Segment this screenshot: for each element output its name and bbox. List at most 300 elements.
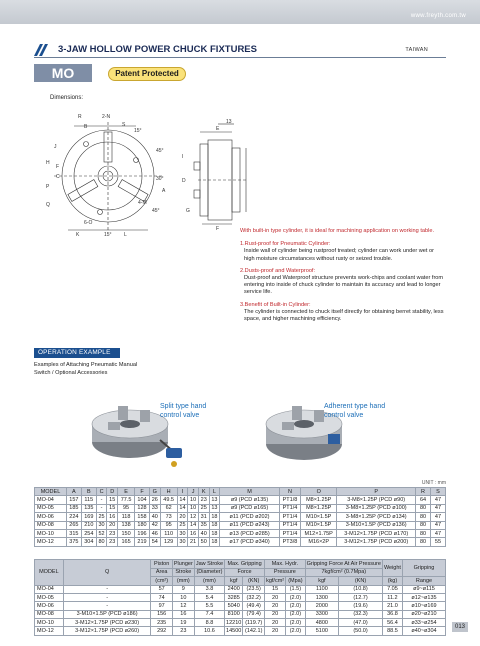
front-view-drawing — [44, 108, 174, 238]
table-cell: 36.8 — [382, 610, 402, 618]
table-cell: 9 — [172, 585, 194, 593]
table-cell: (2.0) — [286, 602, 306, 610]
table-cell: 19 — [172, 618, 194, 626]
column-header: Q — [63, 560, 151, 586]
table-cell: 18 — [209, 513, 220, 521]
feature-body: Inside wall of cylinder being rustproof treated; cylinder can work under wet or high moisture circumstances without rusty or seized trouble. — [244, 248, 434, 262]
caption-line: control valve — [324, 412, 364, 419]
unit-label: UNIT : mm — [421, 480, 446, 486]
table-cell: 20 — [265, 627, 286, 635]
column-header: G — [149, 488, 160, 496]
table-cell: 8.8 — [194, 618, 224, 626]
operation-heading: OPERATION EXAMPLE — [34, 348, 120, 358]
table-cell: 47 — [430, 504, 445, 512]
dim-label: B — [84, 124, 88, 130]
table-cell: PT1/4 — [279, 529, 300, 537]
table-cell: 1300 — [305, 594, 338, 602]
table-row — [35, 594, 446, 602]
table-cell: 304 — [81, 538, 96, 546]
table-cell: (12.7) — [339, 594, 383, 602]
table-cell: ø9 (PCD ø165) — [220, 504, 280, 512]
dim-label: H — [46, 160, 50, 166]
dim-label: I — [182, 154, 184, 160]
table-cell: PT1/8 — [279, 496, 300, 504]
table-cell: M8×1.25P — [301, 496, 337, 504]
table-cell: M10×1.5P — [301, 521, 337, 529]
table-cell: 16 — [188, 529, 199, 537]
column-header: Stroke — [172, 568, 194, 577]
table-cell: - — [96, 496, 107, 504]
table-cell: 135 — [81, 504, 96, 512]
table-cell: 235 — [151, 618, 172, 626]
table-cell: 8100 — [225, 610, 243, 618]
feature-heading: 2.Dusts-proof and Waterproof: — [240, 267, 316, 274]
table-cell: 23 — [107, 538, 118, 546]
column-header: D — [107, 488, 118, 496]
table-cell: 21.0 — [382, 602, 402, 610]
column-header: F — [135, 488, 150, 496]
table-cell: MO-08 — [35, 610, 64, 618]
table-cell: - — [63, 602, 151, 610]
table-cell: 16 — [172, 610, 194, 618]
dim-label: 6-O — [84, 220, 93, 226]
table-cell: 15 — [265, 585, 286, 593]
column-header: (KN) — [339, 577, 383, 586]
website-url[interactable]: www.freyth.com.tw — [410, 13, 466, 19]
table-cell: 95 — [160, 521, 177, 529]
operation-description — [34, 362, 214, 377]
table-cell: 55 — [430, 538, 445, 546]
feature-heading: 3.Benefit of Built-in Cylinder: — [240, 301, 311, 308]
table-row — [35, 618, 446, 626]
dim-label: 30° — [156, 176, 164, 182]
table-cell: MO-08 — [35, 521, 67, 529]
page-number: 013 — [452, 622, 468, 632]
table-cell: MO-06 — [35, 513, 67, 521]
table-cell: 3.8 — [194, 585, 224, 593]
operation-line: Switch / Optional Accessories — [34, 369, 108, 376]
column-header: Force — [225, 568, 265, 577]
table-cell: 23 — [198, 496, 209, 504]
table-cell: 26 — [149, 496, 160, 504]
table-cell: 12 — [172, 602, 194, 610]
column-header: M — [220, 488, 280, 496]
table-cell: 56.4 — [382, 618, 402, 626]
column-header: Gripping — [402, 560, 445, 577]
table-cell: 5100 — [305, 627, 338, 635]
column-header: P — [337, 488, 416, 496]
table-cell: 18 — [209, 521, 220, 529]
table-cell: 18 — [209, 529, 220, 537]
table-cell: 47 — [430, 529, 445, 537]
table-cell: M8×1.25P — [301, 504, 337, 512]
operation-line: Examples of Attaching Pneumatic Manual — [34, 362, 138, 368]
table-cell: ø20~ø210 — [402, 610, 445, 618]
table-cell: 74 — [151, 594, 172, 602]
table-cell: - — [63, 594, 151, 602]
table-header-row — [35, 488, 446, 496]
caption-line: Adherent type hand — [324, 403, 386, 410]
table-cell: (32.2) — [243, 594, 265, 602]
table-cell: MO-05 — [35, 504, 67, 512]
table-cell: MO-04 — [35, 585, 64, 593]
table-cell: 20 — [265, 610, 286, 618]
caption-line: control valve — [160, 412, 200, 419]
features-intro: With built-in type cylinder, it is ideal for machining application on working table. — [240, 228, 435, 234]
table-cell: PT3/8 — [279, 538, 300, 546]
table-cell: 77.5 — [118, 496, 135, 504]
table-cell: 20 — [107, 521, 118, 529]
table-cell: 47 — [430, 521, 445, 529]
table-cell: 138 — [118, 521, 135, 529]
column-header: S — [430, 488, 445, 496]
dim-label: K — [76, 232, 80, 238]
table-cell: ø10~ø169 — [402, 602, 445, 610]
table-cell: 49.5 — [160, 496, 177, 504]
dim-label: G — [186, 208, 190, 214]
table-cell: 95 — [118, 504, 135, 512]
column-header: 7kgf/cm² (0.7Mpa) — [305, 568, 382, 577]
table-row — [35, 513, 446, 521]
table-cell: 10 — [172, 594, 194, 602]
table-row — [35, 538, 446, 546]
table-cell: MO-06 — [35, 602, 64, 610]
region-label: TAIWAN — [405, 47, 428, 53]
table-cell: 169 — [81, 513, 96, 521]
table-cell: 23 — [107, 529, 118, 537]
table-cell: 3-M12×1.75P (PCD ø200) — [337, 538, 416, 546]
table-cell: (23.5) — [243, 585, 265, 593]
table-cell: 73 — [160, 513, 177, 521]
column-header: Jaw Stroke — [195, 560, 224, 567]
table-cell: PT1/4 — [279, 513, 300, 521]
dim-label: L — [124, 232, 127, 238]
column-header: Range — [402, 577, 445, 586]
table-cell: ø9 (PCD ø135) — [220, 496, 280, 504]
dim-label: 4-M — [138, 200, 147, 206]
table-cell: 13 — [209, 504, 220, 512]
dimensions-table — [34, 487, 446, 547]
column-header: Gripping Force At Air Pressure — [306, 560, 381, 567]
table-cell: 104 — [135, 496, 150, 504]
table-cell: 35 — [198, 521, 209, 529]
dim-label: A — [162, 188, 166, 194]
table-cell: 80 — [416, 538, 431, 546]
column-header: Area — [151, 568, 172, 577]
table-cell: 3-M10×1.5P (PCD ø186) — [63, 610, 151, 618]
table-cell: 25 — [198, 504, 209, 512]
table-cell: 14 — [177, 496, 188, 504]
column-header: (Mpa) — [286, 577, 306, 586]
table-header-row — [35, 560, 446, 569]
table-cell: 128 — [135, 504, 150, 512]
table-cell: 3-M10×1.5P (PCD ø136) — [337, 521, 416, 529]
column-header: kgf/cm² — [266, 577, 285, 584]
table-cell: ø12~ø135 — [402, 594, 445, 602]
table-cell: M16×2P — [301, 538, 337, 546]
table-cell: 7.05 — [382, 585, 402, 593]
table-cell: ø9~ø115 — [402, 585, 445, 593]
table-cell: 292 — [151, 627, 172, 635]
table-cell: ø11 (PCD ø202) — [220, 513, 280, 521]
dim-label: P — [46, 184, 50, 190]
table-cell: - — [96, 504, 107, 512]
table-cell: MO-12 — [35, 538, 67, 546]
table-cell: (2.0) — [286, 610, 306, 618]
adherent-valve-caption — [324, 402, 385, 420]
table-cell: 15 — [107, 496, 118, 504]
table-cell: 64 — [416, 496, 431, 504]
table-cell: 3-M12×1.75P (PCD ø230) — [63, 618, 151, 626]
table-row — [35, 496, 446, 504]
column-header: Piston — [151, 560, 172, 569]
column-header: I — [177, 488, 188, 496]
table-cell: 115 — [81, 496, 96, 504]
table-cell: ø33~ø254 — [402, 618, 445, 626]
table-cell: MO-04 — [35, 496, 67, 504]
table-cell: 23 — [172, 627, 194, 635]
patent-badge: Patent Protected — [108, 67, 186, 81]
table-cell: 5040 — [225, 602, 243, 610]
table-row — [35, 504, 446, 512]
table-cell: 62 — [160, 504, 177, 512]
column-header: kgf — [225, 577, 243, 586]
table-cell: 3-M12×1.75P (PCD ø170) — [337, 529, 416, 537]
dim-label: D — [182, 178, 186, 184]
model-badge: MO — [34, 64, 92, 82]
side-view-drawing — [178, 118, 258, 230]
table-cell: 16 — [107, 513, 118, 521]
column-header: kgf — [305, 577, 338, 586]
split-valve-caption — [160, 402, 206, 420]
table-row — [35, 521, 446, 529]
table-cell: M12×1.75P — [301, 529, 337, 537]
table-row — [35, 610, 446, 618]
table-cell: 3-M8×1.25P (PCD ø134) — [337, 513, 416, 521]
table-cell: 13 — [209, 496, 220, 504]
table-cell: 20 — [177, 513, 188, 521]
table-cell: 118 — [118, 513, 135, 521]
features-section — [240, 228, 446, 323]
dim-label: 2-N — [102, 114, 111, 120]
title-bar — [34, 44, 446, 58]
table-cell: 97 — [151, 602, 172, 610]
table-cell: MO-12 — [35, 627, 64, 635]
dim-label: F — [216, 226, 220, 230]
dim-label: S — [122, 122, 126, 128]
table-cell: 10 — [188, 504, 199, 512]
table-cell: - — [63, 585, 151, 593]
table-cell: 80 — [416, 529, 431, 537]
table-cell: 80 — [416, 521, 431, 529]
table-cell: (142.1) — [243, 627, 265, 635]
table-cell: 80 — [416, 513, 431, 521]
table-cell: PT1/4 — [279, 521, 300, 529]
table-cell: 20 — [265, 618, 286, 626]
table-cell: 129 — [160, 538, 177, 546]
table-cell: 5.4 — [194, 594, 224, 602]
table-cell: ø13 (PCD ø285) — [220, 529, 280, 537]
table-cell: 30 — [177, 529, 188, 537]
table-cell: 12210 — [226, 619, 242, 626]
column-header: O — [301, 488, 337, 496]
table-cell: 14 — [188, 521, 199, 529]
column-header: L — [209, 488, 220, 496]
table-cell: 3-M8×1.25P (PCD ø100) — [337, 504, 416, 512]
dim-label: Q — [46, 202, 50, 208]
table-cell: 80 — [96, 538, 107, 546]
column-header: Max. Hydr. — [265, 560, 306, 569]
table-cell: 20 — [265, 602, 286, 610]
table-cell: 54 — [149, 538, 160, 546]
table-cell: 265 — [66, 521, 81, 529]
table-cell: (1.5) — [286, 585, 306, 593]
table-cell: 30 — [177, 538, 188, 546]
dim-label: 15° — [134, 128, 142, 134]
table-cell: (32.3) — [339, 610, 383, 618]
table-cell: 2400 — [225, 585, 243, 593]
column-header: Pressure — [265, 568, 306, 577]
table-cell: 80 — [416, 504, 431, 512]
table-cell: 180 — [135, 521, 150, 529]
table-cell: ø17 (PCD ø340) — [220, 538, 280, 546]
table-cell: 14500 — [226, 627, 242, 634]
table-cell: 33 — [149, 504, 160, 512]
table-row — [35, 602, 446, 610]
table-cell: 3-M8×1.25P (PCD ø90) — [337, 496, 416, 504]
column-header: Max. Gripping — [225, 560, 265, 569]
title-stripe-icon — [34, 44, 50, 56]
table-cell: 88.5 — [382, 627, 402, 635]
column-header: (kg) — [382, 577, 402, 586]
table-cell: 10.6 — [194, 627, 224, 635]
table-cell: 254 — [81, 529, 96, 537]
table-row — [35, 529, 446, 537]
dim-label: 15° — [104, 232, 112, 238]
specifications-table — [34, 559, 446, 636]
dim-label: 13 — [226, 119, 232, 125]
table-cell: 31 — [198, 513, 209, 521]
column-header: (cm²) — [151, 577, 172, 586]
table-cell: PT1/4 — [279, 504, 300, 512]
dim-label: J — [54, 144, 57, 150]
table-cell: 11.2 — [382, 594, 402, 602]
dim-label: R — [78, 114, 82, 120]
table-cell: 20 — [265, 594, 286, 602]
column-header: B — [81, 488, 96, 496]
dim-label: E — [216, 126, 220, 132]
table-cell: (2.0) — [286, 627, 306, 635]
table-cell: 25 — [177, 521, 188, 529]
table-cell: (50.0) — [339, 627, 383, 635]
table-cell: (47.0) — [339, 618, 383, 626]
table-cell: 3300 — [305, 610, 338, 618]
dim-label: C — [56, 174, 60, 180]
table-cell: MO-10 — [35, 618, 64, 626]
column-header: (Diameter) — [194, 568, 224, 577]
table-cell: 3-M12×1.75P (PCD ø260) — [63, 627, 151, 635]
page-title: 3-JAW HOLLOW POWER CHUCK FIXTURES — [58, 44, 257, 55]
table-cell: 157 — [66, 496, 81, 504]
table-cell: 57 — [151, 585, 172, 593]
table-cell: 185 — [66, 504, 81, 512]
column-header: MODEL — [35, 488, 67, 496]
column-header: E — [118, 488, 135, 496]
table-row — [35, 585, 446, 593]
table-cell: 158 — [135, 513, 150, 521]
column-header: A — [66, 488, 81, 496]
dim-label: 45° — [152, 208, 160, 214]
table-cell: MO-10 — [35, 529, 67, 537]
table-cell: 30 — [96, 521, 107, 529]
table-cell: 12 — [188, 513, 199, 521]
table-cell: 52 — [96, 529, 107, 537]
table-cell: M10×1.5P — [301, 513, 337, 521]
table-cell: 40 — [149, 513, 160, 521]
table-cell: 25 — [96, 513, 107, 521]
table-cell: ø11 (PCD ø243) — [220, 521, 280, 529]
table-cell: 3285 — [225, 594, 243, 602]
table-cell: 47 — [430, 513, 445, 521]
table-cell: 14 — [177, 504, 188, 512]
dim-label: 45° — [156, 148, 164, 154]
table-cell: 15 — [107, 504, 118, 512]
column-header: N — [279, 488, 300, 496]
table-cell: 40 — [198, 529, 209, 537]
feature-body: Dust-proof and Waterproof structure prevents work-chips and coolant water from entering into inside of chuck cylinder to maintain its accuracy and lead to longer service life. — [244, 275, 444, 296]
column-header: (KN) — [243, 577, 265, 586]
column-header: (mm) — [172, 577, 194, 586]
table-cell: 47 — [430, 496, 445, 504]
top-banner — [0, 0, 480, 24]
table-cell: (19.6) — [339, 602, 383, 610]
caption-line: Split type hand — [160, 403, 207, 410]
feature-body: The cylinder is connected to chuck itself directly for obtaining berret stability, less space, and higher machining efficiency. — [244, 308, 444, 323]
table-cell: (10.8) — [339, 585, 383, 593]
dim-label: F — [56, 164, 60, 170]
table-cell: (2.0) — [286, 594, 306, 602]
table-cell: 156 — [151, 610, 172, 618]
column-header: Plunger — [173, 560, 193, 567]
table-cell: 224 — [66, 513, 81, 521]
table-cell: 1100 — [305, 585, 338, 593]
table-cell: 150 — [118, 529, 135, 537]
table-cell: 375 — [66, 538, 81, 546]
table-cell: 42 — [149, 521, 160, 529]
table-cell: MO-05 — [35, 594, 64, 602]
table-cell: (119.7) — [243, 618, 265, 626]
table-cell: 46 — [149, 529, 160, 537]
table-cell: 165 — [118, 538, 135, 546]
table-cell: (79.4) — [243, 610, 265, 618]
column-header: H — [160, 488, 177, 496]
table-cell: 7.4 — [194, 610, 224, 618]
table-cell: 196 — [135, 529, 150, 537]
table-cell: 110 — [160, 529, 177, 537]
column-header: MODEL — [35, 560, 64, 586]
table-cell: 2000 — [305, 602, 338, 610]
table-row — [35, 627, 446, 635]
table-cell: 219 — [135, 538, 150, 546]
column-header: R — [416, 488, 431, 496]
table-cell: 18 — [209, 538, 220, 546]
feature-heading: 1.Rust-proof for Pneumatic Cylinder: — [240, 241, 331, 248]
table-cell: 210 — [81, 521, 96, 529]
column-header: J — [188, 488, 199, 496]
dimensions-label: Dimensions: — [50, 95, 84, 101]
table-cell: 5.5 — [194, 602, 224, 610]
table-cell: 10 — [188, 496, 199, 504]
